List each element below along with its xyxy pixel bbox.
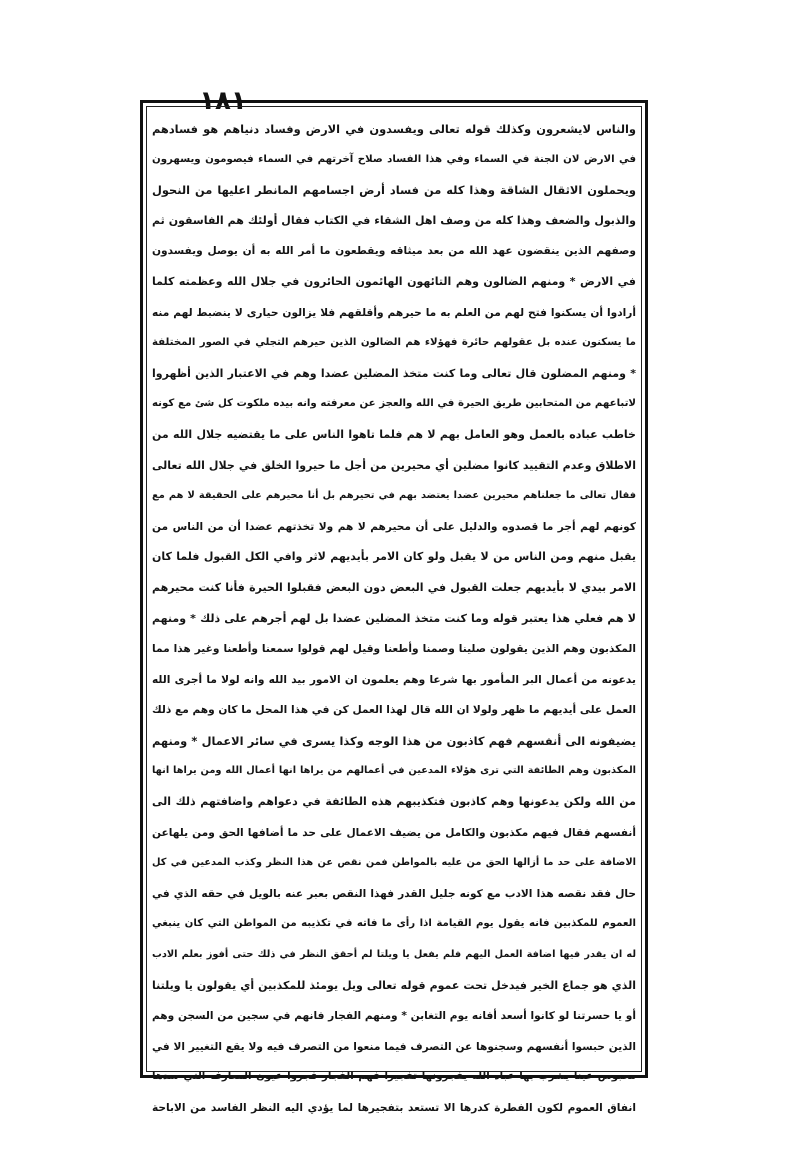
text-line: محبوس عينا يشرب بها عباد الله يفجرونها تفجيرا فهم الفجار فجروا عيون المعارف التي سدها bbox=[152, 1071, 636, 1083]
text-line: كونهم لهم أجر ما قصدوه والدليل على أن محيرهم لا هم ولا تخذتهم عضدا أن من الناس من bbox=[152, 520, 636, 533]
text-line: ما يسكنون عنده بل عقولهم حائرة فهؤلاء هم الضالون الذين حيرهم التجلي في الصور المختلفة bbox=[152, 337, 636, 349]
text-line: يقبل منهم ومن الناس من لا يقبل ولو كان الامر بأيديهم لاثر وافي الكل القبول فلما كان bbox=[152, 550, 636, 564]
text-line: العموم للمكذبين فانه يقول يوم القيامة اذا رأى ما فاته في تكذيبه من المواطن التي كان ينبغي bbox=[152, 918, 636, 930]
text-line: من الله ولكن يدعونها وهم كاذبون فتكذيبهم هذه الطائفة في دعواهم واضافتهم ذلك الى bbox=[152, 795, 636, 809]
text-line: لا هم فعلي هذا يعتبر قوله وما كنت متخذ المضلين عضدا بل لهم أجرهم على ذلك * ومنهم bbox=[152, 611, 636, 625]
text-line: الاطلاق وعدم التقييد كانوا مضلين أي محيرين من أجل ما حيروا الخلق في جلال الله تعالى bbox=[152, 458, 636, 472]
text-line: والذبول والضعف وهذا كله من وصف اهل الشقاء في الكتاب فقال أولئك هم الفاسقون ثم bbox=[152, 213, 636, 227]
text-line: خاطب عباده بالعمل وهو العامل بهم لا هم فلما تاهوا الناس على ما يقتضيه جلال الله من bbox=[152, 427, 636, 441]
text-line: فقال تعالى ما جعلناهم محيرين عضدا يعتضد بهم في تحيرهم بل أنا محيرهم على الحقيقة لا هم مع bbox=[152, 490, 636, 502]
page-number: ١٨١ bbox=[199, 86, 247, 116]
text-line: الذين حبسوا أنفسهم وسجنوها عن التصرف فيما منعوا من التصرف فيه ولا يقع التغيير الا في bbox=[152, 1040, 636, 1053]
text-line: حال فقد نقصه هذا الادب مع كونه جليل القدر فهذا النقص بعبر عنه بالويل في حقه الذي في bbox=[152, 887, 636, 900]
text-line: أنفسهم فقال فيهم مكذبون والكامل من يضيف الاعمال على حد ما أضافها الحق ومن يلهاعن bbox=[152, 826, 636, 839]
text-line: والناس لايشعرون وكذلك قوله تعالى ويفسدون في الارض وفساد دنياهم هو فسادهم bbox=[152, 122, 636, 136]
text-line: يضيفونه الى أنفسهم فهم كاذبون من هذا الوجه وكذا يسرى في سائر الاعمال * ومنهم bbox=[152, 733, 636, 748]
text-line: المكذبون وهم الطائفة التي ترى هؤلاء المدعين في أعمالهم من يراها انها أعمال الله ومن يراها انها bbox=[152, 765, 636, 777]
text-line: العمل على أيديهم ما ظهر ولولا ان الله قال لهذا العمل كن في هذا المحل ما كان وهم مع ذلك bbox=[152, 704, 636, 717]
text-line: في الارض لان الجنة في السماء وفي هذا الفساد صلاح آخرتهم في السماء فيصومون ويسهرون bbox=[152, 153, 636, 165]
text-line: انفاق العموم لكون الفطرة كدرها الا تستعد بتفجيرها لما يؤدي اليه النظر الفاسد من الاباحة bbox=[152, 1102, 636, 1114]
text-line: أرادوا أن يسكنوا فتح لهم من العلم به ما حيرهم وأقلقهم فلا يزالون حيارى لا ينضبط لهم منه bbox=[152, 306, 636, 319]
text-line: الذي هو جماع الخير فيدخل تحت عموم قوله تعالى ويل يومئذ للمكذبين أي يقولون يا ويلتنا bbox=[152, 978, 636, 992]
text-line: ويحملون الاثقال الشاقة وهذا كله من فساد أرض اجسامهم المانطر اعليها من النحول bbox=[152, 183, 636, 198]
text-line: * ومنهم المضلون قال تعالى وما كنت متخذ المضلين عضدا وهم في الاعتبار الذين أظهروا bbox=[152, 366, 636, 380]
text-line: يدعونه من أعمال البر المأمور بها شرعا وهم يعلمون ان الامور بيد الله وانه لولا ما أجرى الله bbox=[152, 673, 636, 686]
text-line: له ان يقدر فيها اضافة العمل اليهم فلم يفعل يا ويلتا لم أحقق النظر في ذلك حتى أفوز بعلم الادب bbox=[152, 949, 636, 961]
text-line: لاتباعهم من المتحابين طريق الحيرة في الله والعجز عن معرفته وانه بيده ملكوت كل شئ مع كونه bbox=[152, 398, 636, 410]
text-line: الامر بيدي لا بأيديهم جعلت القبول في البعض دون البعض فقبلوا الحيرة فأنا كنت محيرهم bbox=[152, 580, 636, 594]
text-line: أو يا حسرتنا لو كانوا أسعد أفانه يوم التغابن * ومنهم الفجار فانهم في سجين من السجن وهم bbox=[152, 1010, 636, 1023]
text-line: المكذبون وهم الذين يقولون صلينا وصمنا وأطعنا وقيل لهم قولوا سمعنا وأطعنا وغير هذا مما bbox=[152, 643, 636, 656]
text-line: في الارض * ومنهم الضالون وهم التائهون الهائمون الحائرون في جلال الله وعظمته كلما bbox=[152, 274, 636, 288]
text-body bbox=[152, 114, 636, 1114]
text-line: الاضافة على حد ما أزالها الحق من عليه بالمواطن فمن نقص عن هذا النظر وكذب المدعين في كل bbox=[152, 857, 636, 869]
text-line: وصفهم الذين ينقضون عهد الله من بعد ميثاقه ويقطعون ما أمر الله به أن يوصل ويفسدون bbox=[152, 245, 636, 258]
